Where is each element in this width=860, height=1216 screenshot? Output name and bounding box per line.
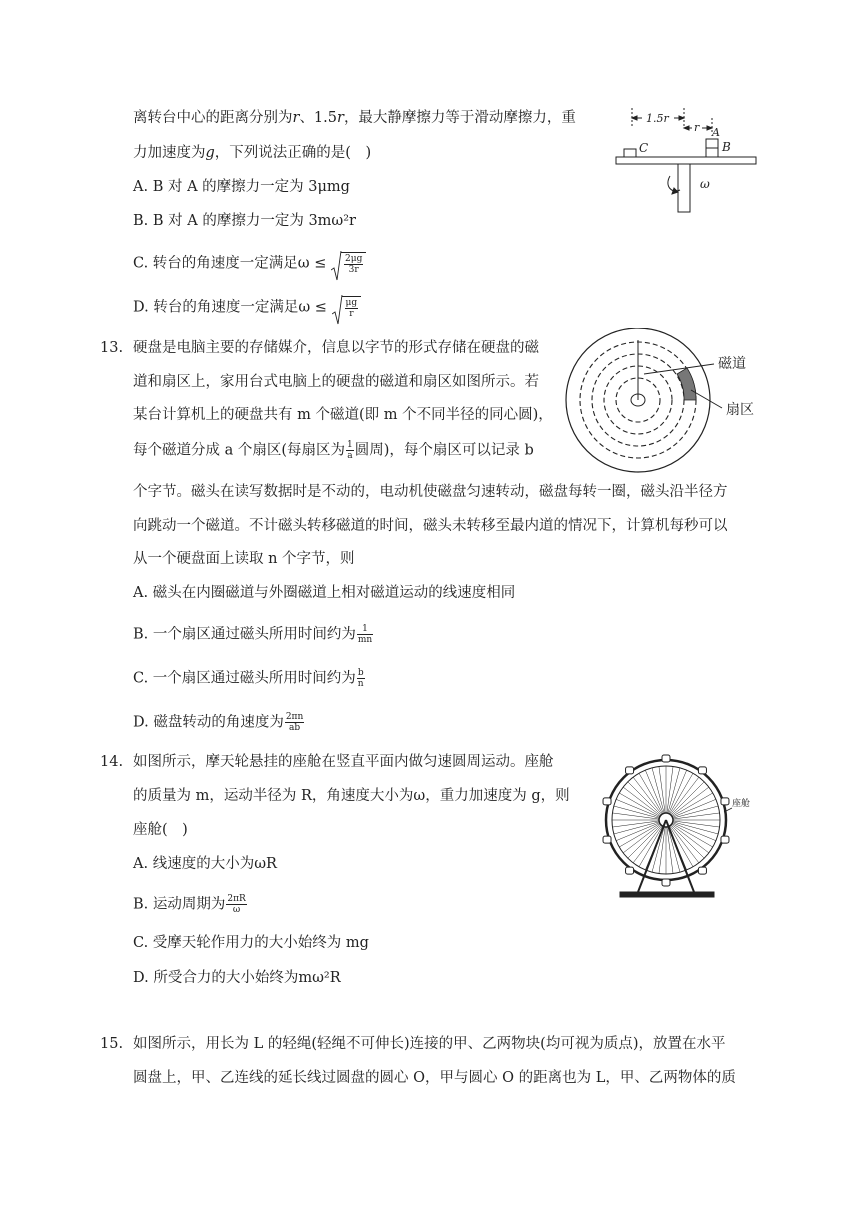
label-cabin: 座舱 [732, 799, 751, 809]
q15-number: 15. [100, 1036, 124, 1052]
cabin-icon [662, 755, 670, 762]
q14-option-a[interactable]: A. 线速度的大小为ωR [133, 856, 277, 872]
q12-stem-line-2: 力加速度为g，下列说法正确的是( ) [133, 145, 372, 161]
q12-option-c[interactable]: C. 转台的角速度一定满足ω ≤ $\frac{2\mu g}{3r}$ [133, 252, 366, 275]
q13-number: 13. [100, 340, 124, 356]
q13-stem-line-3: 某台计算机上的硬盘共有 m 个磁道(即 m 个不同半径的同心圆)， [133, 407, 553, 423]
q14-option-b[interactable]: B. 运动周期为 $\frac{2\pi R}{\omega}$ [133, 894, 246, 915]
turntable-figure [612, 106, 762, 216]
q13-stem-line-7: 从一个硬盘面上读取 n 个字节，则 [133, 551, 355, 567]
sqrt-expression: $\frac{2\mu g}{3r}$ [331, 252, 366, 275]
q14-number: 14. [100, 754, 124, 770]
cabin-icon [721, 798, 729, 805]
q14-stem-line-3: 座舱( ) [133, 822, 188, 838]
label-a: A [712, 126, 720, 139]
cabin-icon [603, 798, 611, 805]
q13-option-d[interactable]: D. 磁盘转动的角速度为 $\frac{2\pi n}{ab}$ [133, 712, 304, 733]
q13-stem-line-2: 道和扇区上，家用台式电脑上的硬盘的磁道和扇区如图所示。若 [133, 374, 539, 390]
label-c: C [639, 141, 649, 155]
q13-stem-line-1: 硬盘是电脑主要的存储媒介，信息以字节的形式存储在硬盘的磁 [133, 340, 539, 356]
q13-stem-line-4: 每个磁道分成 a 个扇区(每扇区为 $\frac{1}{a}$ 圆周)，每个扇区可以记录 b [133, 440, 534, 461]
q14-stem-line-2: 的质量为 m，运动半径为 R，角速度大小为ω，重力加速度为 g，则 [133, 788, 570, 804]
cabin-icon [698, 867, 706, 874]
cabin-icon [626, 867, 634, 874]
q12-option-d[interactable]: D. 转台的角速度一定满足ω ≤ $\frac{\mu g}{r}$ [133, 296, 361, 319]
q13-option-b[interactable]: B. 一个扇区通过磁头所用时间约为 $\frac{1}{mn}$ [133, 624, 373, 645]
cabin-icon [662, 879, 670, 886]
label-track: 磁道 [718, 356, 746, 372]
sqrt-expression: $\frac{\mu g}{r}$ [332, 296, 362, 319]
q13-stem-line-6: 向跳动一个磁道。不计磁头转移磁道的时间，磁头未转移至最内道的情况下，计算机每秒可以 [133, 518, 728, 534]
cabin-icon [603, 836, 611, 843]
q12-option-a[interactable]: A. B 对 A 的摩擦力一定为 3μmg [133, 179, 350, 195]
cabin-icon [626, 767, 634, 774]
cabin-icon [698, 767, 706, 774]
label-b: B [722, 140, 731, 154]
q14-option-d[interactable]: D. 所受合力的大小始终为mω²R [133, 970, 341, 986]
q13-stem-line-5: 个字节。磁头在读写数据时是不动的，电动机使磁盘匀速转动，磁盘每转一圈，磁头沿半径方 [133, 484, 728, 500]
q15-stem-line-1: 如图所示，用长为 L 的轻绳(轻绳不可伸长)连接的甲、乙两物块(均可视为质点)，放置在水平 [133, 1036, 726, 1052]
ferris-wheel-figure [598, 752, 758, 902]
cabin-icon [721, 836, 729, 843]
label-1.5r: 1.5r [646, 112, 669, 125]
q14-option-c[interactable]: C. 受摩天轮作用力的大小始终为 mg [133, 935, 369, 951]
q13-option-a[interactable]: A. 磁头在内圈磁道与外圈磁道上相对磁道运动的线速度相同 [133, 585, 516, 601]
q15-stem-line-2: 圆盘上，甲、乙连线的延长线过圆盘的圆心 O，甲与圆心 O 的距离也为 L，甲、乙两物体的质 [133, 1070, 736, 1086]
q14-stem-line-1: 如图所示，摩天轮悬挂的座舱在竖直平面内做匀速圆周运动。座舱 [133, 754, 554, 770]
q12-option-b[interactable]: B. B 对 A 的摩擦力一定为 3mω²r [133, 213, 356, 229]
label-sector: 扇区 [726, 402, 754, 418]
label-omega: ω [700, 177, 710, 191]
label-r: r [694, 121, 700, 134]
q12-stem-line-1: 离转台中心的距离分别为r、1.5r，最大静摩擦力等于滑动摩擦力，重 [133, 110, 576, 126]
hard-disk-figure [564, 328, 764, 478]
q13-option-c[interactable]: C. 一个扇区通过磁头所用时间约为 $\frac{b}{n}$ [133, 668, 364, 689]
